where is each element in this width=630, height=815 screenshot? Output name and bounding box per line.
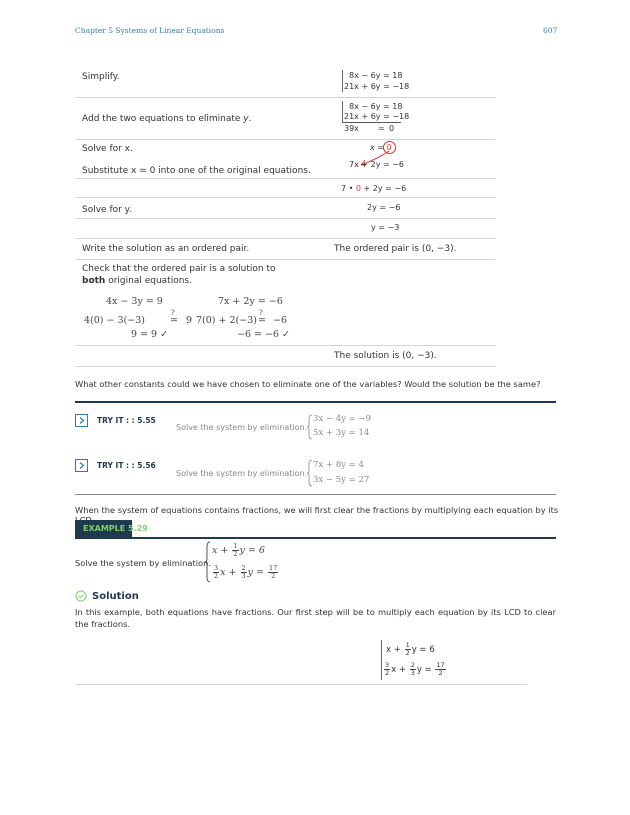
check-right-row3: −6 = −6 ✓ <box>237 329 290 340</box>
try-it-eq2: 3x − 5y = 27 <box>313 475 370 485</box>
solve-x-result: x = 0 <box>370 143 392 152</box>
check-right-row2: 7(0) + 2(−3) <box>196 315 257 326</box>
step-simplify-label: Simplify. <box>82 72 120 82</box>
add-sum-right: 0 <box>389 124 395 133</box>
example-bar <box>75 537 556 539</box>
brace <box>381 640 382 680</box>
try-it-prompt: Solve the system by elimination. <box>176 423 308 432</box>
try-it-label: TRY IT : : 5.56 <box>97 461 156 470</box>
divider <box>75 139 495 140</box>
example-title: EXAMPLE 5.29 <box>83 524 148 533</box>
solution-text: In this example, both equations have fractions. Our first step will be to multiply each equation by its LCD to clear the fractions. <box>75 607 556 629</box>
try-it-eq1: 7x + 8y = 4 <box>313 460 364 470</box>
try-it-label: TRY IT : : 5.55 <box>97 416 156 425</box>
simplify-eq1: 8x − 6y = 18 <box>349 71 403 80</box>
chapter-header: Chapter 5 Systems of Linear Equations <box>75 26 225 35</box>
divider <box>75 218 495 219</box>
check-right-row1: 7x + 2y = −6 <box>218 296 283 307</box>
example-eq2: $\frac{3}{2}$ x + $\frac{2}{3}$ y = $\frac{17}{2}$ <box>214 564 278 580</box>
divider <box>75 178 495 179</box>
example-eq1: x + $\frac{1}{2}$ y = 6 <box>212 542 265 558</box>
check-right-rhs: −6 <box>273 315 288 326</box>
step-check-label-line1: Check that the ordered pair is a solution to <box>82 264 276 274</box>
chevron-right-icon <box>76 460 87 471</box>
example-prompt: Solve the system by elimination. <box>75 558 211 568</box>
try-it-expand-toggle[interactable] <box>75 459 88 472</box>
add-sum-eq: = <box>378 124 385 133</box>
add-eq1: 8x − 6y = 18 <box>349 102 403 111</box>
page-number: 607 <box>543 26 558 35</box>
brace <box>342 101 343 123</box>
bottom-eq1: x + $\frac{1}{2}$ y = 6 <box>386 641 435 657</box>
divider <box>75 366 495 367</box>
check-right-equals: = <box>258 315 266 326</box>
check-right-question: ? <box>259 309 263 317</box>
check-left-row3: 9 = 9 ✓ <box>131 329 169 340</box>
plug-eq: 7 • 0 + 2y = −6 <box>341 184 407 193</box>
divider <box>75 684 527 685</box>
try-it-eq2: 5x + 3y = 14 <box>313 428 370 438</box>
step-add-label: Add the two equations to eliminate y. <box>82 114 252 124</box>
brace <box>342 70 343 92</box>
add-eq2: 21x + 6y = −18 <box>344 112 410 121</box>
try-it-expand-toggle[interactable] <box>75 414 88 427</box>
check-left-equals: = <box>170 315 178 326</box>
solution-result: The solution is (0, −3). <box>334 351 437 361</box>
solve-y-eq2: y = −3 <box>371 223 400 232</box>
bottom-eq2: $\frac{3}{2}$ x + $\frac{2}{3}$ y = $\frac{17}{2}$ <box>385 661 445 677</box>
try-it-top-bar <box>75 401 556 403</box>
try-it-bottom-bar <box>75 494 556 495</box>
sum-line <box>343 122 401 123</box>
divider <box>75 345 495 346</box>
add-sum-left: 39x <box>344 124 359 133</box>
divider <box>75 238 495 239</box>
substitute-eq: 7x + 2y = −6 <box>349 160 405 169</box>
check-left-row1: 4x − 3y = 9 <box>106 296 163 307</box>
simplify-eq2: 21x + 6y = −18 <box>344 82 410 91</box>
check-left-row2: 4(0) − 3(−3) <box>84 315 145 326</box>
question-text: What other constants could we have chosen to eliminate one of the variables? Would the solution be the same? <box>75 379 541 389</box>
step-ordered-pair-label: Write the solution as an ordered pair. <box>82 244 250 254</box>
step-solve-y-label: Solve for y. <box>82 205 132 215</box>
divider <box>75 197 495 198</box>
checkmark-circle-icon <box>75 590 87 602</box>
solve-y-eq1: 2y = −6 <box>367 203 401 212</box>
brace-icon <box>204 541 212 583</box>
check-left-question: ? <box>171 309 175 317</box>
try-it-eq1: 3x − 4y = −9 <box>313 414 371 424</box>
step-check-label-line2: both original equations. <box>82 276 192 286</box>
step-substitute-label: Substitute x = 0 into one of the original equations. <box>82 166 311 176</box>
chevron-right-icon <box>76 415 87 426</box>
divider <box>75 259 495 260</box>
ordered-pair-result: The ordered pair is (0, −3). <box>334 244 457 254</box>
solution-heading: Solution <box>92 591 139 602</box>
divider <box>75 97 495 98</box>
try-it-prompt: Solve the system by elimination. <box>176 469 308 478</box>
step-solve-x-label: Solve for x. <box>82 144 133 154</box>
check-left-rhs: 9 <box>186 315 193 326</box>
fractions-note: When the system of equations contains fractions, we will first clear the fractions by multiplying each equation by its <box>75 505 559 515</box>
